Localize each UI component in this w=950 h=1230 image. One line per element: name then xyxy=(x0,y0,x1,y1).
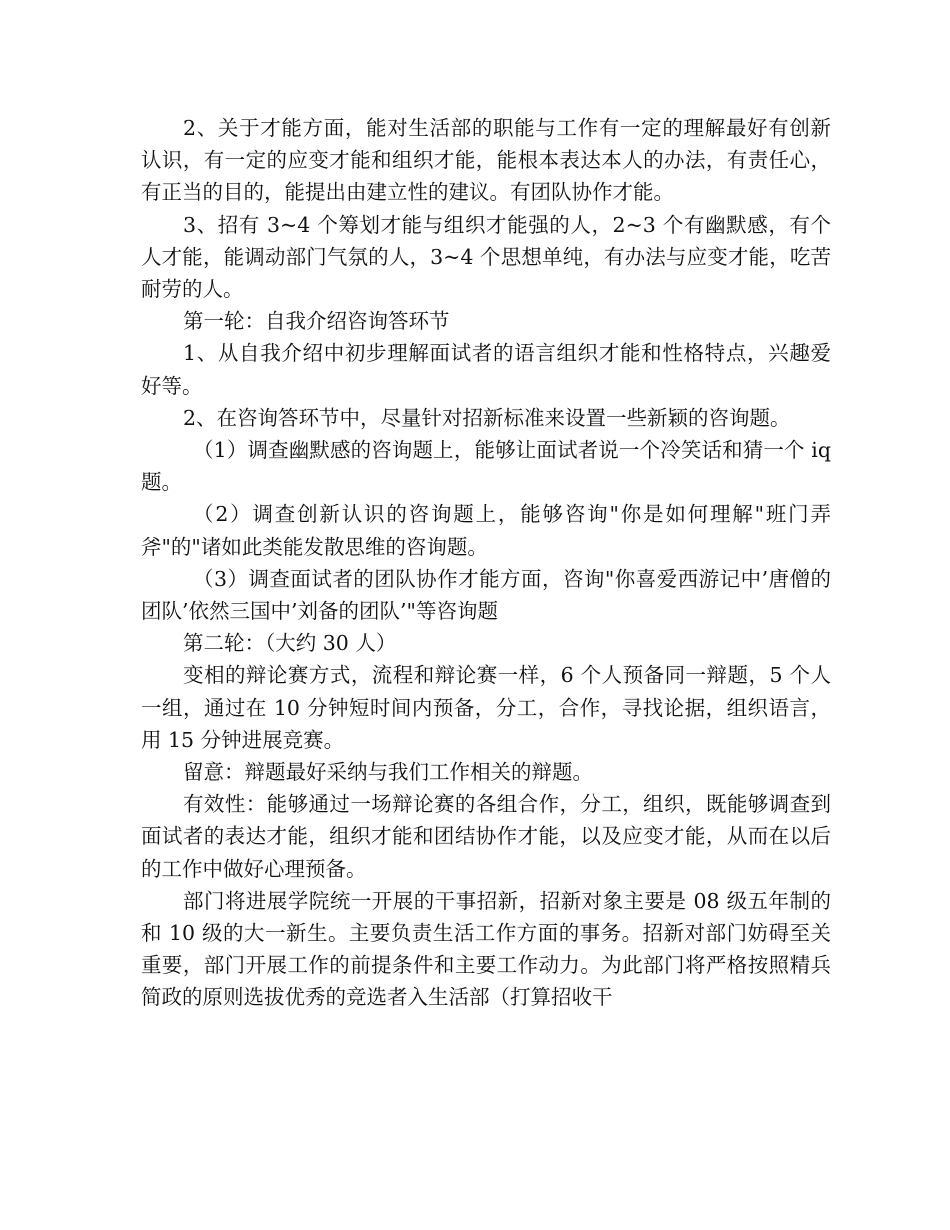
paragraph-self-intro: 1、从自我介绍中初步理解面试者的语言组织才能和性格特点，兴趣爱好等。 xyxy=(141,341,831,398)
paragraph-qa-section: 2、在咨询答环节中，尽量针对招新标准来设置一些新颖的咨询题。 xyxy=(183,405,791,430)
paragraph-department-recruitment: 部门将进展学院统一开展的干事招新，招新对象主要是 08 级五年制的和 10 级的大一新生。主要负责生活工作方面的事务。招新对部门妨碍至关重要，部门开展工作的前提条件和主要工作动力。为此部门将严格按照精兵简政的原则选拔优秀的竞选者入生活部（打算招收干 xyxy=(141,888,831,1010)
document-body xyxy=(141,112,831,1014)
paragraph-teamwork-question: （3）调查面试者的团队协作才能方面，咨询"你喜爱西游记中’唐僧的团队’依然三国中’刘备的团队’"等咨询题 xyxy=(141,566,831,624)
paragraph-effectiveness: 有效性：能够通过一场辩论赛的各组合作，分工，组织，既能够调查到面试者的表达才能，组织才能和团结协作才能，以及应变才能，从而在以后的工作中做好心理预备。 xyxy=(141,792,831,881)
paragraph-recruit-quota: 3、招有 3~4 个筹划才能与组织才能强的人，2~3 个有幽默感，有个人才能，能调动部门气氛的人，3~4 个思想单纯，有办法与应变才能，吃苦耐劳的人。 xyxy=(141,212,831,302)
paragraph-note: 留意：辩题最好采纳与我们工作相关的辩题。 xyxy=(183,760,593,785)
heading-round-one: 第一轮：自我介绍咨询答环节 xyxy=(183,309,450,334)
paragraph-talent-requirements: 2、关于才能方面，能对生活部的职能与工作有一定的理解最好有创新认识，有一定的应变才能和组织才能，能根本表达本人的办法，有责任心，有正当的目的，能提出由建立性的建议。有团队协作才能。 xyxy=(141,116,831,205)
paragraph-humor-question: （1）调查幽默感的咨询题上，能够让面试者说一个冷笑话和猜一个 iq 题。 xyxy=(141,438,831,495)
paragraph-innovation-question: （2）调查创新认识的咨询题上，能够咨询"你是如何理解"班门弄斧"的"诸如此类能发散思维的咨询题。 xyxy=(141,502,831,559)
paragraph-debate-format: 变相的辩论赛方式，流程和辩论赛一样，6 个人预备同一辩题，5 个人一组，通过在 10 分钟短时间内预备，分工，合作，寻找论据，组织语言，用 15 分钟进展竞赛。 xyxy=(141,663,831,752)
heading-round-two: 第二轮：（大约 30 人） xyxy=(183,631,397,656)
